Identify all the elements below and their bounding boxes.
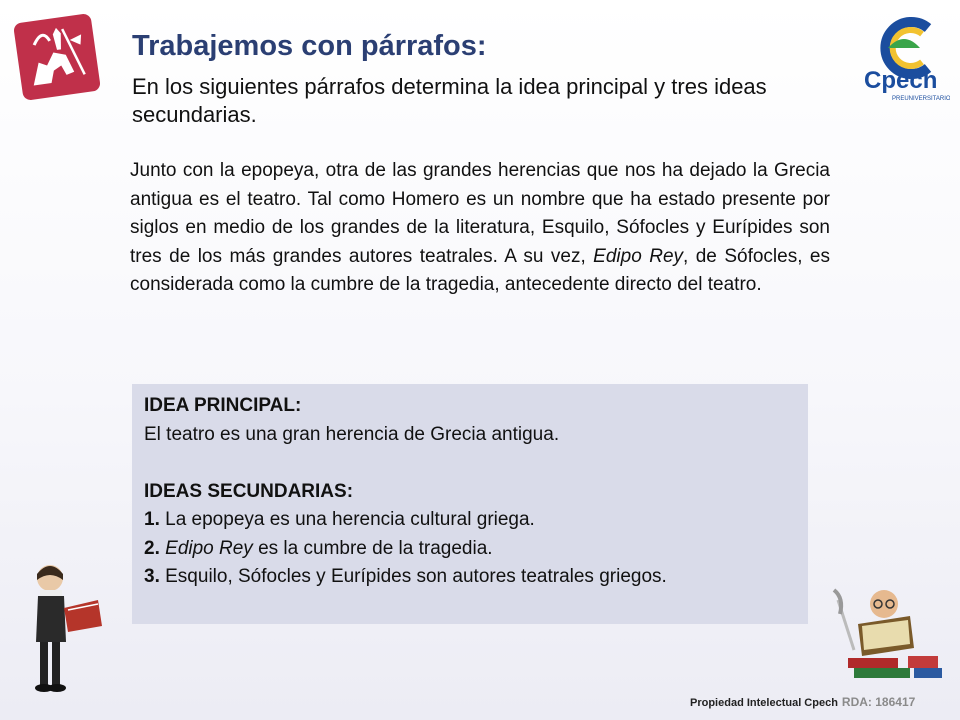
paragraph-italic-title: Edipo Rey — [593, 245, 684, 267]
spacer — [144, 449, 798, 478]
cpech-wordmark: Cpech — [864, 67, 938, 94]
secondary-ideas-heading: IDEAS SECUNDARIAS: — [144, 480, 354, 502]
slide-subtitle: En los siguientes párrafos determina la idea principal y tres ideas secundarias. — [132, 74, 767, 127]
slide-title: Trabajemos con párrafos: — [132, 30, 487, 62]
paragraph-text-end: , de Sófocles, es considerada como la cumbre de la tragedia, antecedente directo del teatro. — [130, 245, 830, 295]
item-text-end: es la cumbre de la tragedia. — [252, 537, 493, 559]
main-idea-text: El teatro es una gran herencia de Grecia antigua. — [144, 423, 560, 445]
paragraph-text: Junto con la epopeya, otra de las grandes herencias que nos ha dejado la Grecia antigua es el teatro. Tal como Homero es un nombre que ha estado presente por siglos en medio de los grandes de la literatura, Esquilo, Sófocles y Eurípides son tres de los más grandes autores teatrales. A su vez, — [130, 160, 830, 267]
item-number: 2. — [144, 537, 160, 559]
item-number: 1. — [144, 509, 160, 530]
item-text: La epopeya es una herencia cultural griega. — [159, 509, 535, 530]
secondary-idea-item — [144, 506, 798, 535]
reading-paragraph — [130, 157, 830, 300]
shakespeare-figure-icon — [20, 556, 110, 696]
copyright-owner: Propiedad Intelectual Cpech — [690, 697, 838, 709]
item-number: 3. — [144, 566, 160, 587]
cpech-tagline: PREUNIVERSITARIOS — [892, 96, 950, 102]
answer-box — [132, 384, 808, 624]
main-idea-heading: IDEA PRINCIPAL: — [144, 395, 302, 416]
scholar-reading-icon — [818, 580, 948, 690]
rda-number: RDA: 186417 — [841, 695, 916, 709]
don-quijote-logo — [12, 12, 102, 102]
item-italic-title: Edipo Rey — [165, 537, 253, 559]
cpech-logo — [858, 10, 950, 106]
item-text: Esquilo, Sófocles y Eurípides son autores teatrales griegos. — [159, 566, 667, 587]
footer — [690, 695, 915, 709]
secondary-idea-item — [144, 535, 798, 564]
secondary-idea-item — [144, 563, 798, 592]
